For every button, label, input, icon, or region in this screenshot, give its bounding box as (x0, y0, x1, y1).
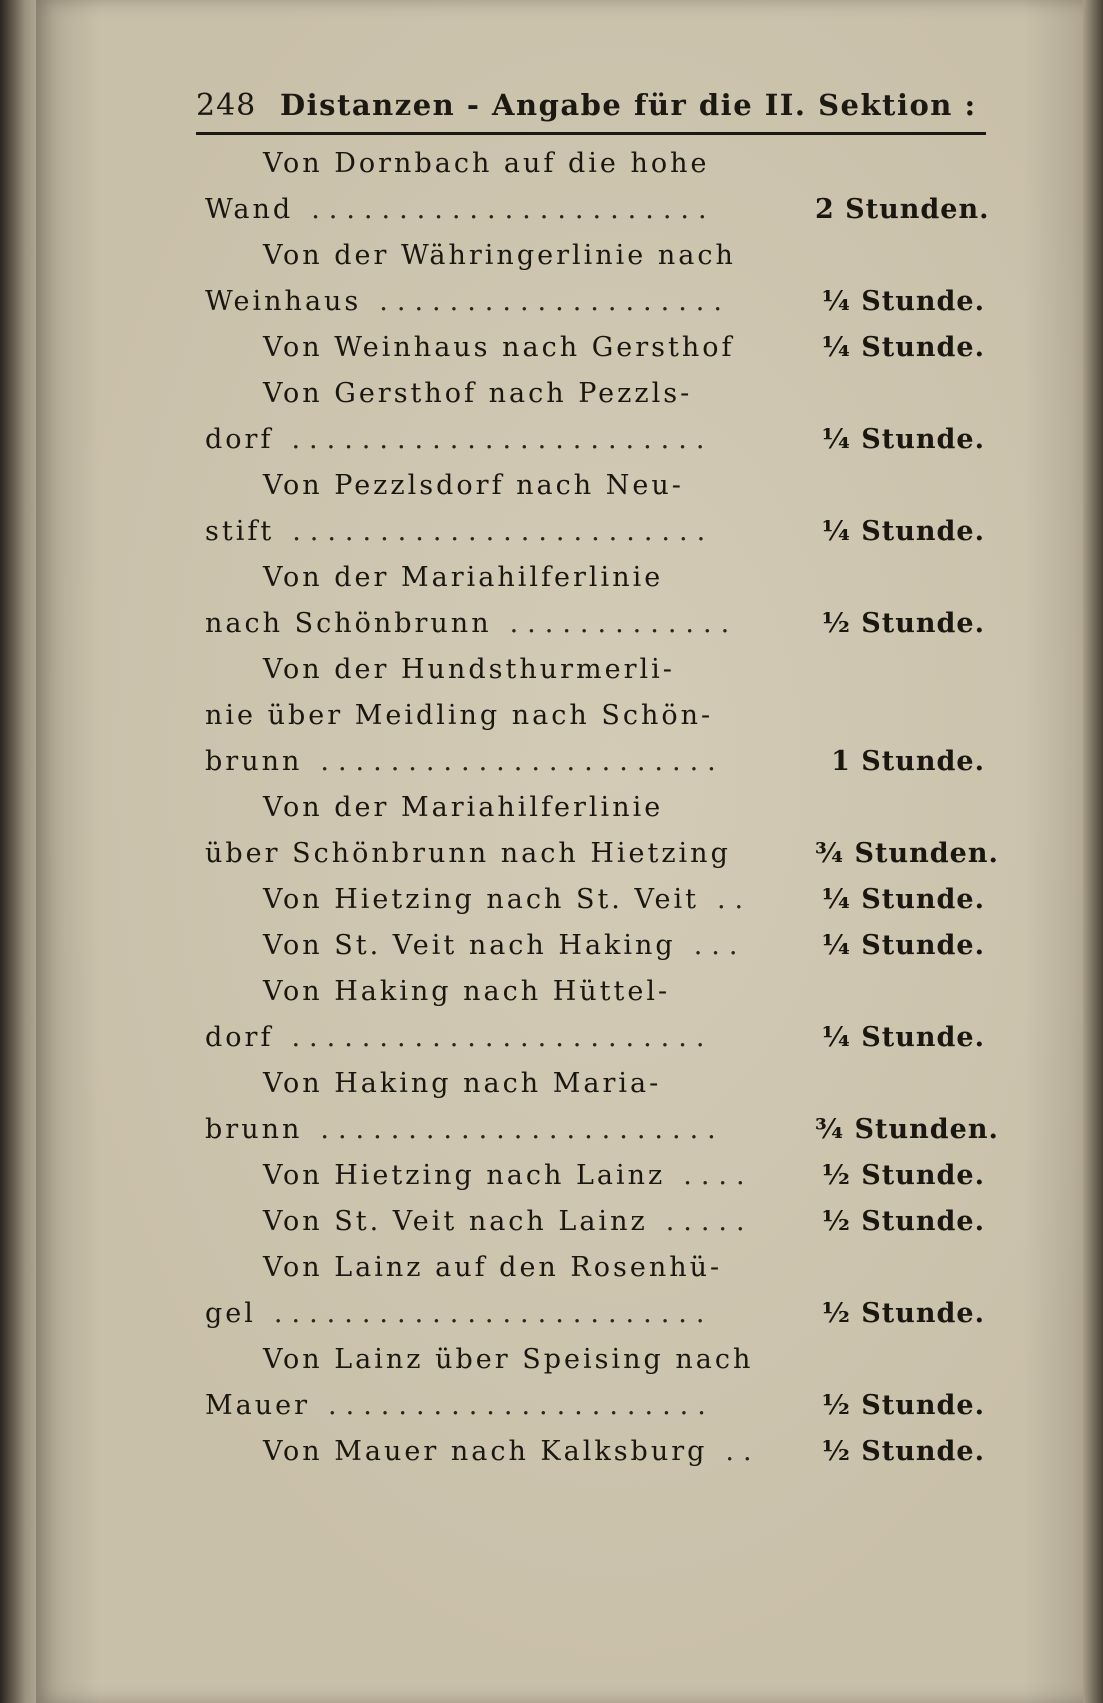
page-edge (1083, 0, 1103, 1703)
leader-dots: .. (716, 884, 753, 915)
distance-entry (205, 142, 995, 234)
distance-value: ¼ Stunde. (821, 424, 985, 455)
entry-line (205, 878, 995, 924)
entry-text: nach Schönbrunn (205, 608, 492, 639)
leader-dots: ..... (665, 1206, 754, 1237)
leader-dots: ...................... (328, 1390, 715, 1421)
entry-text: Von Gersthof nach Pezzls- (263, 378, 693, 409)
entry-line (205, 924, 995, 970)
entry-line (205, 1016, 995, 1062)
leader-dots: .. (725, 1436, 761, 1467)
leader-dots: ....................... (311, 194, 716, 225)
entry-line (205, 372, 995, 418)
entry-line (205, 280, 995, 326)
distance-entry (205, 648, 995, 786)
entry-line (205, 1154, 995, 1200)
distance-value: ¾ Stunden. (815, 838, 999, 869)
distance-value: ½ Stunde. (821, 1390, 985, 1421)
leader-dots: ....................... (320, 746, 725, 777)
distance-entry (205, 326, 995, 372)
distance-value: ¼ Stunde. (821, 286, 985, 317)
entry-text: dorf (205, 424, 274, 455)
page-header (196, 88, 986, 128)
entry-text: Weinhaus (205, 286, 362, 317)
entry-line (205, 1246, 995, 1292)
entry-text: Von Lainz über Speising nach (263, 1344, 754, 1375)
entry-text: dorf (205, 1022, 274, 1053)
entry-line (205, 832, 999, 878)
distance-entry (205, 924, 995, 970)
entry-line (205, 970, 995, 1016)
entry-text: Von der Hundsthurmerli- (263, 654, 675, 685)
distance-value: 1 Stunde. (831, 746, 985, 777)
entry-line (205, 1108, 999, 1154)
distance-value: ¼ Stunde. (821, 332, 985, 363)
entry-line (205, 1430, 995, 1476)
entry-line (205, 786, 995, 832)
entry-line (205, 188, 995, 234)
entry-text: stift (205, 516, 275, 547)
entry-text: brunn (205, 1114, 303, 1145)
entry-text: über Schönbrunn nach Hietzing (205, 838, 731, 869)
entry-line (205, 694, 995, 740)
distance-value: ¼ Stunde. (821, 1022, 985, 1053)
entry-line (205, 418, 995, 464)
distance-entry (205, 1338, 995, 1430)
distance-entry (205, 1200, 995, 1246)
distance-entry (205, 372, 995, 464)
distance-entry (205, 1246, 995, 1338)
leader-dots: ........................ (292, 516, 715, 547)
entry-text: Von Weinhaus nach Gersthof (263, 332, 735, 363)
leader-dots: .... (683, 1160, 754, 1191)
entry-text: Von Hietzing nach St. Veit (263, 884, 699, 915)
entry-text: brunn (205, 746, 303, 777)
entry-text: Wand (205, 194, 294, 225)
distance-entry (205, 1154, 995, 1200)
entry-text: Von St. Veit nach Lainz (263, 1206, 648, 1237)
entry-line (205, 740, 995, 786)
distance-value: ½ Stunde. (821, 1160, 985, 1191)
leader-dots: ... (693, 930, 747, 961)
distance-value: ¼ Stunde. (821, 930, 985, 961)
leader-dots: ....................... (320, 1114, 725, 1145)
running-title: Distanzen - Angabe für die II. Sektion : (280, 88, 977, 122)
distance-value: ½ Stunde. (821, 1436, 985, 1467)
leader-dots: ......................... (273, 1298, 714, 1329)
entry-text: Von der Mariahilferlinie (263, 562, 664, 593)
distance-entry (205, 1430, 995, 1476)
header-rule (196, 132, 986, 135)
distance-value: ½ Stunde. (821, 1298, 985, 1329)
distance-value: ½ Stunde. (821, 1206, 985, 1237)
page-number: 248 (196, 88, 257, 123)
entry-text: Von der Mariahilferlinie (263, 792, 664, 823)
entry-line (205, 1292, 995, 1338)
entry-line (205, 1338, 995, 1384)
distance-list (205, 142, 999, 1476)
entry-text: Von Dornbach auf die hohe (263, 148, 710, 179)
distance-entry (205, 1062, 999, 1154)
distance-value: 2 Stunden. (815, 194, 990, 225)
distance-value: ½ Stunde. (821, 608, 985, 639)
entry-line (205, 1200, 995, 1246)
entry-line (205, 326, 995, 372)
distance-entry (205, 786, 999, 878)
entry-line (205, 510, 995, 556)
entry-line (205, 648, 995, 694)
distance-entry (205, 878, 995, 924)
entry-line (205, 556, 995, 602)
entry-text: Von Lainz auf den Rosenhü- (263, 1252, 723, 1283)
entry-text: Von St. Veit nach Haking (263, 930, 676, 961)
distance-value: ¾ Stunden. (815, 1114, 999, 1145)
entry-text: nie über Meidling nach Schön- (205, 700, 714, 731)
leader-dots: .................... (379, 286, 731, 317)
distance-entry (205, 970, 995, 1062)
entry-text: Von der Währingerlinie nach (263, 240, 736, 271)
leader-dots: ........................ (291, 1022, 714, 1053)
entry-text: Von Haking nach Hüttel- (263, 976, 671, 1007)
entry-text: Von Mauer nach Kalksburg (263, 1436, 708, 1467)
leader-dots: ........................ (291, 424, 714, 455)
entry-line (205, 464, 995, 510)
entry-text: gel (205, 1298, 256, 1329)
distance-entry (205, 234, 995, 326)
entry-text: Mauer (205, 1390, 311, 1421)
leader-dots: ............. (509, 608, 739, 639)
distance-value: ¼ Stunde. (821, 884, 985, 915)
entry-text: Von Haking nach Maria- (263, 1068, 662, 1099)
distance-value: ¼ Stunde. (821, 516, 985, 547)
entry-line (205, 1384, 995, 1430)
entry-line (205, 142, 995, 188)
entry-line (205, 1062, 995, 1108)
distance-entry (205, 556, 995, 648)
entry-line (205, 602, 995, 648)
entry-text: Von Pezzlsdorf nach Neu- (263, 470, 684, 501)
distance-entry (205, 464, 995, 556)
entry-text: Von Hietzing nach Lainz (263, 1160, 666, 1191)
entry-line (205, 234, 995, 280)
